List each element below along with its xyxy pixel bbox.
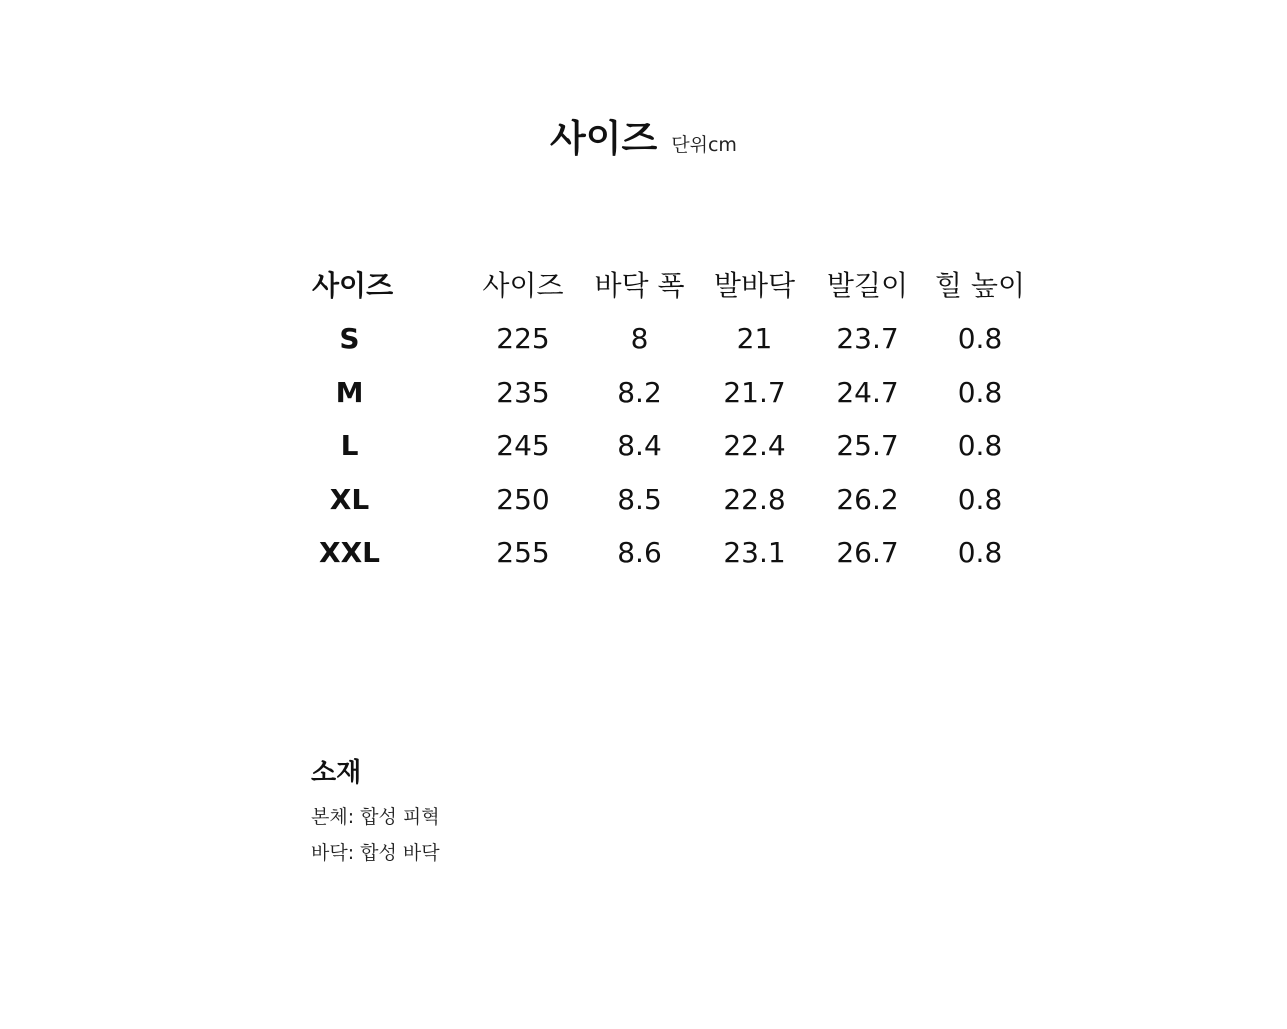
material-title: 소재 xyxy=(311,758,362,788)
table-cell: 26.2 xyxy=(836,482,899,516)
table-row xyxy=(293,419,1035,473)
table-cell: 0.8 xyxy=(957,429,1003,463)
table-cell: 225 xyxy=(496,322,550,356)
table-cell: 21 xyxy=(736,322,773,356)
size-label: XXL xyxy=(318,536,381,570)
material-section xyxy=(311,752,440,871)
table-cell: 255 xyxy=(496,536,550,570)
table-cell: 8.5 xyxy=(617,482,662,516)
size-label: S xyxy=(339,322,360,356)
table-cell: 22.8 xyxy=(723,482,786,516)
size-label: M xyxy=(335,375,364,409)
table-cell: 26.7 xyxy=(836,536,899,570)
column-header: 사이즈 xyxy=(482,269,564,302)
table-row xyxy=(293,473,1035,527)
table-cell: 0.8 xyxy=(957,482,1003,516)
column-header: 바닥 폭 xyxy=(594,269,685,302)
table-cell: 25.7 xyxy=(836,429,899,463)
table-row xyxy=(293,366,1035,420)
table-cell: 23.7 xyxy=(836,322,899,356)
table-cell: 24.7 xyxy=(836,375,899,409)
table-cell: 8.6 xyxy=(617,536,662,570)
table-cell: 23.1 xyxy=(723,536,786,570)
table-header-row xyxy=(293,256,1035,312)
table-cell: 0.8 xyxy=(957,536,1003,570)
row-spacer xyxy=(406,419,466,473)
table-cell: 8.4 xyxy=(617,429,662,463)
column-header: 발길이 xyxy=(826,269,909,302)
table-row xyxy=(293,526,1035,580)
column-header: 힐 높이 xyxy=(934,269,1026,302)
row-spacer xyxy=(406,526,466,580)
size-table xyxy=(293,256,1035,580)
row-spacer xyxy=(406,473,466,527)
material-upper: 본체: 합성 피혁 xyxy=(311,806,440,828)
table-cell: 0.8 xyxy=(957,375,1003,409)
page-title: 사이즈 xyxy=(550,117,658,160)
corner-header: 사이즈 xyxy=(312,269,394,302)
table-cell: 21.7 xyxy=(723,375,786,409)
page-header xyxy=(0,108,1287,162)
row-spacer xyxy=(406,366,466,420)
table-cell: 235 xyxy=(496,375,550,409)
table-row xyxy=(293,312,1035,366)
table-cell: 245 xyxy=(496,429,550,463)
row-spacer xyxy=(406,312,466,366)
size-label: L xyxy=(340,429,359,463)
table-cell: 8.2 xyxy=(617,375,662,409)
table-cell: 8 xyxy=(630,322,649,356)
column-header: 발바닥 xyxy=(713,269,796,302)
table-cell: 22.4 xyxy=(723,429,786,463)
unit-label: 단위cm xyxy=(671,134,737,156)
table-cell: 250 xyxy=(496,482,550,516)
size-label: XL xyxy=(329,482,370,516)
table-cell: 0.8 xyxy=(957,322,1003,356)
material-sole: 바닥: 합성 바닥 xyxy=(311,842,440,864)
